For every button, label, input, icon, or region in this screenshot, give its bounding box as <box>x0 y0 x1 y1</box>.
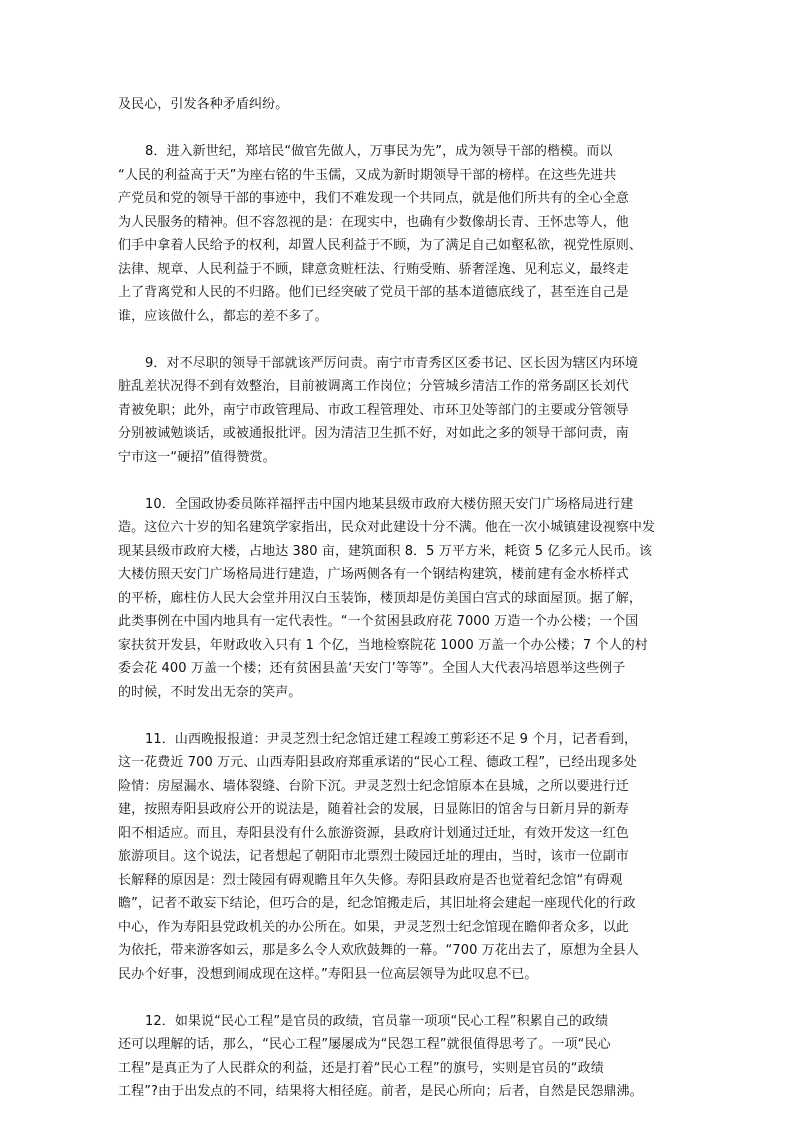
text-line: 大楼仿照天安门广场格局进行建造，广场两侧各有一个钢结构建筑，楼前建有金水桥样式 <box>118 567 629 582</box>
text-line: 9．对不尽职的领导干部就该严厉问责。南宁市青秀区区委书记、区长因为辖区内环境 <box>145 355 639 371</box>
text-line: 分别被诫勉谈话，或被通报批评。因为清洁卫生抓不好，对如此之多的领导干部问责，南 <box>118 426 629 441</box>
paragraph-gap <box>118 704 678 728</box>
text-line: 8．进入新世纪，郑培民“做官先做人，万事民为先”，成为领导干部的楷模。而以 <box>145 144 613 159</box>
text-line: 旅游项目。这个说法，记者想起了朝阳市北票烈士陵园迁址的理由，当时，该市一位副市 <box>118 849 629 864</box>
text-line: 宁市这一“硬招”值得赞赏。 <box>118 449 276 465</box>
text-line: 造。这位六十岁的知名建筑学家指出，民众对此建设十分不满。他在一次小城镇建设视察中发 <box>118 520 656 535</box>
text-line: 险情：房屋漏水、墙体裂缝、台阶下沉。尹灵芝烈士纪念馆原本在县城，之所以要进行迁 <box>118 778 629 794</box>
text-line: 民办个好事，没想到闹成现在这样。”寿阳县一位高层领导为此叹息不已。 <box>118 966 538 982</box>
text-line: 中心，作为寿阳县党政机关的办公所在。如果，尹灵芝烈士纪念馆现在瞻仰者众多，以此 <box>118 919 629 935</box>
paragraph-10 <box>118 493 678 705</box>
text-line: 还可以理解的话，那么，“民心工程”屡屡成为“民怨工程”就很值得思考了。一项“民心 <box>118 1037 611 1052</box>
text-line: 阳不相适应。而且，寿阳县没有什么旅游资源，县政府计划通过迁址，有效开发这一红色 <box>118 825 629 841</box>
paragraph-11 <box>118 728 678 987</box>
text-line: 们手中拿着人民给予的权利，却置人民利益于不顾，为了满足自己如壑私欲，视党性原则、 <box>118 238 643 253</box>
text-line: 上了背离党和人民的不归路。他们已经突破了党员干部的基本道德底线了，甚至连自己是 <box>118 285 629 300</box>
text-line: 10．全国政协委员陈祥福抨击中国内地某县级市政府大楼仿照天安门广场格局进行建 <box>145 496 634 512</box>
text-line: 家扶贫开发县，年财政收入只有 1 个亿，当地检察院花 1000 万盖一个办公楼；7 个人的村 <box>118 637 648 653</box>
text-line: 为人民服务的精神。但不容忽视的是：在现实中，也确有少数像胡长青、王怀忠等人，他 <box>118 214 629 230</box>
paragraph-gap <box>118 117 678 141</box>
text-line: 法律、规章、人民利益于不顾，肆意贪赃枉法、行贿受贿、骄奢淫逸、见利忘义，最终走 <box>118 261 629 277</box>
text-line: 谁，应该做什么，都忘的差不多了。 <box>118 308 328 324</box>
text-line: 长解释的原因是：烈士陵园有碍观瞻且年久失修。寿阳县政府是否也觉着纪念馆“有碍观 <box>118 872 623 888</box>
paragraph-gap <box>118 328 678 352</box>
text-line: 工程”是真正为了人民群众的利益，还是打着“民心工程”的旗号，实则是官员的“政绩 <box>118 1060 604 1076</box>
text-line: 这一花费近 700 万元、山西寿阳县政府郑重承诺的“民心工程、德政工程”，已经出现多处 <box>118 755 637 770</box>
text-line: 青被免职；此外，南宁市政管理局、市政工程管理处、市环卫处等部门的主要或分管领导 <box>118 402 629 418</box>
text-line: 瞻”，记者不敢妄下结论，但巧合的是，纪念馆搬走后，其旧址将会建起一座现代化的行政 <box>118 896 636 911</box>
text-line: 建，按照寿阳县政府公开的说法是，随着社会的发展，日显陈旧的馆舍与日新月异的新寿 <box>118 802 629 817</box>
text-line: “人民的利益高于天”为座右铭的牛玉儒，又成为新时期领导干部的榜样。在这些先进共 <box>118 167 617 183</box>
paragraph-continuation <box>118 93 678 117</box>
text-line: 11．山西晚报报道：尹灵芝烈士纪念馆迁建工程竣工剪彩还不足 9 个月，记者看到， <box>145 731 638 747</box>
document-page <box>118 93 678 1104</box>
text-line: 工程”?由于出发点的不同，结果将大相径庭。前者，是民心所向；后者，自然是民怨鼎沸。 <box>118 1084 643 1099</box>
text-line: 现某县级市政府大楼，占地达 380 亩，建筑面积 8．5 万平方米，耗资 5 亿多元人民币。该 <box>118 543 653 559</box>
text-line: 及民心，引发各种矛盾纠纷。 <box>118 97 289 112</box>
text-line: 脏乱差状况得不到有效整治，目前被调离工作岗位；分管城乡清洁工作的常务副区长刘代 <box>118 379 629 394</box>
paragraph-gap <box>118 986 678 1010</box>
paragraph-12 <box>118 1010 678 1104</box>
text-line: 的时候，不时发出无奈的笑声。 <box>118 684 302 700</box>
text-line: 此类事例在中国内地具有一定代表性。“一个贫困县政府花 7000 万造一个办公楼；一个国 <box>118 614 639 629</box>
paragraph-9 <box>118 352 678 470</box>
text-line: 的平桥，廊柱仿人民大会堂并用汉白玉装饰，楼顶却是仿美国白宫式的球面屋顶。据了解， <box>118 590 643 606</box>
text-line: 委会花 400 万盖一个楼；还有贫困县盖‘天安门’等等”。全国人大代表冯培恩举这些例子 <box>118 661 626 676</box>
paragraph-8 <box>118 140 678 328</box>
text-line: 产党员和党的领导干部的事迹中，我们不难发现一个共同点，就是他们所共有的全心全意 <box>118 191 629 206</box>
text-line: 12．如果说“民心工程”是官员的政绩，官员靠一项项“民心工程”积累自己的政绩 <box>145 1013 609 1029</box>
paragraph-gap <box>118 469 678 493</box>
text-line: 为依托，带来游客如云，那是多么令人欢欣鼓舞的一幕。“700 万花出去了，原想为全县人 <box>118 943 639 958</box>
